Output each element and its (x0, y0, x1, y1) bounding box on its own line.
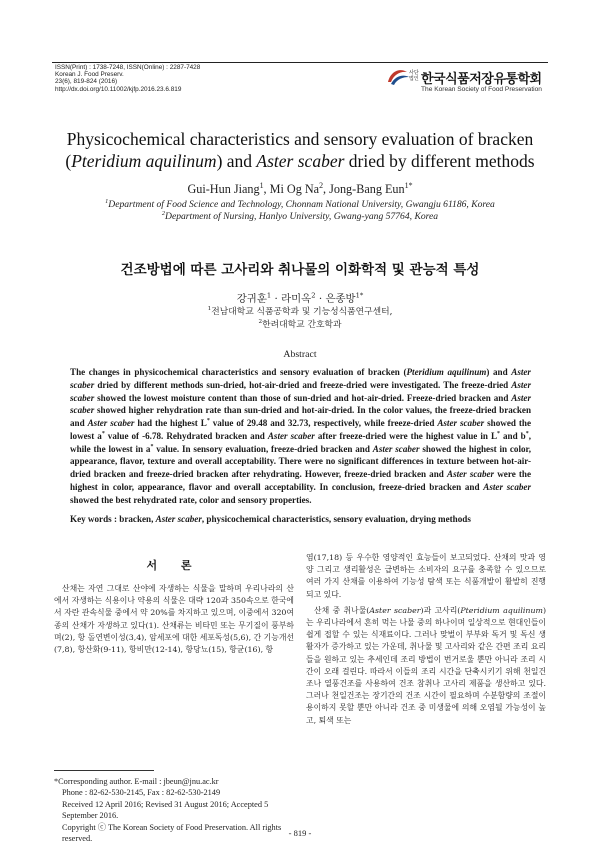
title-en-line2: (Pteridium aquilinum) and Aster scaber dried by different methods (65, 151, 535, 171)
journal-issn: ISSN(Print) : 1738-7248, ISSN(Online) : 2287-7428 (55, 64, 201, 71)
authors-en: Gui-Hun Jiang$^1$, Mi Og Na$^2$, Jong-Bang Eun$^{1*}$ (187, 180, 413, 196)
journal-doi[interactable]: http://dx.doi.org/10.11002/kjfp.2016.23.6.819 (55, 85, 182, 93)
title-ko: 건조방법에 따른 고사리와 취나물의 이화학적 및 관능적 특성 (120, 262, 480, 278)
species-name: Pteridium aquilinum (71, 151, 217, 171)
abstract-heading: Abstract (283, 349, 317, 360)
author-name: 은종방 (325, 293, 356, 305)
author-name: Jong-Bang Eun (329, 182, 405, 196)
affiliations-ko (40, 306, 560, 332)
page-number: - 819 - (288, 828, 312, 838)
keywords: Key words : bracken, Aster scaber, physicochemical characteristics, sensory evaluation, drying methods (70, 514, 471, 524)
body-column-left (54, 552, 294, 656)
body-paragraph: 염(17,18) 등 우수한 영양적인 효능들이 보고되었다. 산채의 맛과 영양 그리고 생리활성은 급변하는 소비자의 요구를 충족할 수 있으므로 여러 가지 산채를 이용하여 기능성 탐색 또는 식품개발이 활발히 진행되고 있다. (306, 553, 546, 599)
received-dates: Received 12 April 2016; Revised 31 August 2016; Accepted 5 September 2016. (62, 799, 269, 821)
abstract-body: The changes in physicochemical characteristics and sensory evaluation of bracken (Pteridium aquilinum) and Aster scaber dried by different methods sun-dried, hot-air-dried and freeze-dried were investigated. The freeze-dried Aster scaber showed the lowest moisture content than those of sun-dried and hot-air-dried. Freeze-dried bracken and Aster scaber showed higher rehydration rate than sun-dried and hot-air-dried. In the color values, the freeze-dried bracken and Aster scaber had the highest L* value of 29.48 and 32.73, respectively, while freeze-dried Aster scaber showed the lowest a* value of -6.78. Rehydrated bracken and Aster scaber after freeze-dried were the highest value in L* and b*, while the lowest in a* value. In sensory evaluation, freeze-dried bracken and Aster scaber showed the highest in color, appearance, flavor, texture and overall acceptability. There were no significant differences in texture between hot-air-dried bracken and freeze-dried bracken after rehydrating. However, freeze-dried bracken and Aster scaber were the highest in color, appearance, flavor and overall acceptability. In conclusion, freeze-dried bracken and Aster scaber showed the best rehydrated rate, color and sensory properties. (70, 367, 532, 505)
author-name: Gui-Hun Jiang (187, 182, 260, 196)
affiliations-en (40, 199, 560, 223)
keywords-label: Key words : (70, 514, 120, 524)
section-heading-intro: 서 론 (146, 559, 202, 572)
footnote-rule (54, 770, 154, 771)
contact-phone: Phone : 82-62-530-2145, Fax : 82-62-530-2149 (62, 788, 221, 798)
title-en-line1: Physicochemical characteristics and sensory evaluation of bracken (66, 129, 534, 149)
author-name: 라미옥 (281, 293, 312, 305)
body-column-right (306, 552, 546, 727)
authors-ko: 강귀훈$^1$ · 라미옥$^2$ · 은종방$^{1*}$ (236, 291, 364, 305)
header-rule (52, 62, 548, 63)
affiliation-ko-2: $^2$한려대학교 간호학과 (258, 319, 342, 330)
society-small-label: 사단법인 (409, 70, 419, 82)
author-name: 강귀훈 (236, 293, 267, 305)
society-name-en: The Korean Society of Food Preservation (421, 86, 542, 93)
author-name: Mi Og Na (269, 182, 320, 196)
body-paragraph: 산채는 자연 그대로 산야에 자생하는 식물을 말하며 우리나라의 산에서 자생하는 식용이나 약용의 식물은 대략 120과 350속으로 한국에서 자란 관속식물 중에서 약 20%를 차지하고 있으며, 이중에서 320여종의 산채가 자생하고 있다(1). 산채류는 비타민 또는 무기질이 풍부하며(2), 항 돌연변이성(3,4), 암세포에 대한 세포독성(5,6), 간 기능개선(7,8), 항산화(9-11), 항비만(12-14), 항당뇨(15), 항균(16), 항 (54, 584, 294, 655)
affiliation-2: $^2$Department of Nursing, Hanlyo University, Gwang-yang 57764, Korea (161, 209, 439, 222)
society-name-ko: 한국식품저장유통학회 (421, 72, 542, 87)
journal-name: Korean J. Food Preserv. (55, 71, 124, 79)
corresponding-author: *Corresponding author. E-mail : jbeun@jnu.ac.kr (54, 777, 219, 786)
society-logo-block (385, 66, 550, 96)
species-name: Aster scaber (256, 151, 345, 171)
copyright: Copyright ⓒ The Korean Society of Food Preservation. All rights reserved. (62, 822, 282, 844)
affiliation-ko-1: $^1$전남대학교 식품공학과 및 기능성식품연구센터, (207, 306, 393, 317)
title-en (40, 128, 560, 172)
body-paragraph: 산채 중 취나물(Aster scaber)과 고사리(Pteridium aquilinum)는 우리나라에서 흔히 먹는 나물 중의 하나이며 일상적으로 현대인들이 쉽게 접할 수 있는 식재료이다. 그러나 맞벌이 부부와 독거 및 독신 생활자가 증가하고 있는 가운데, 취나물 및 고사리와 같은 간편 조리 요리들을 원하고 있는 추세인데 조리 방법이 번거로울 뿐만 아니라 조리 시간이 오래 걸린다. 따라서 이들의 조리 시간을 단축시키기 위해 천일건조나 열풍건조를 사용하여 건조 참취나 고사리 제품을 생산하고 있다. 그러나 천일건조는 장기간의 건조 시간이 필요하며 수분함량의 조절이 용이하지 못할 뿐만 아니라 건조 중 미생물에 의해 오염될 가능성이 높고, 퇴색 또는 (306, 605, 546, 725)
affiliation-1: $^1$Department of Food Science and Technology, Chonnam National University, Gwangju 61186, Korea (105, 197, 495, 210)
journal-meta (55, 64, 315, 93)
journal-volume: 23(6), 819-824 (2016) (55, 78, 118, 86)
